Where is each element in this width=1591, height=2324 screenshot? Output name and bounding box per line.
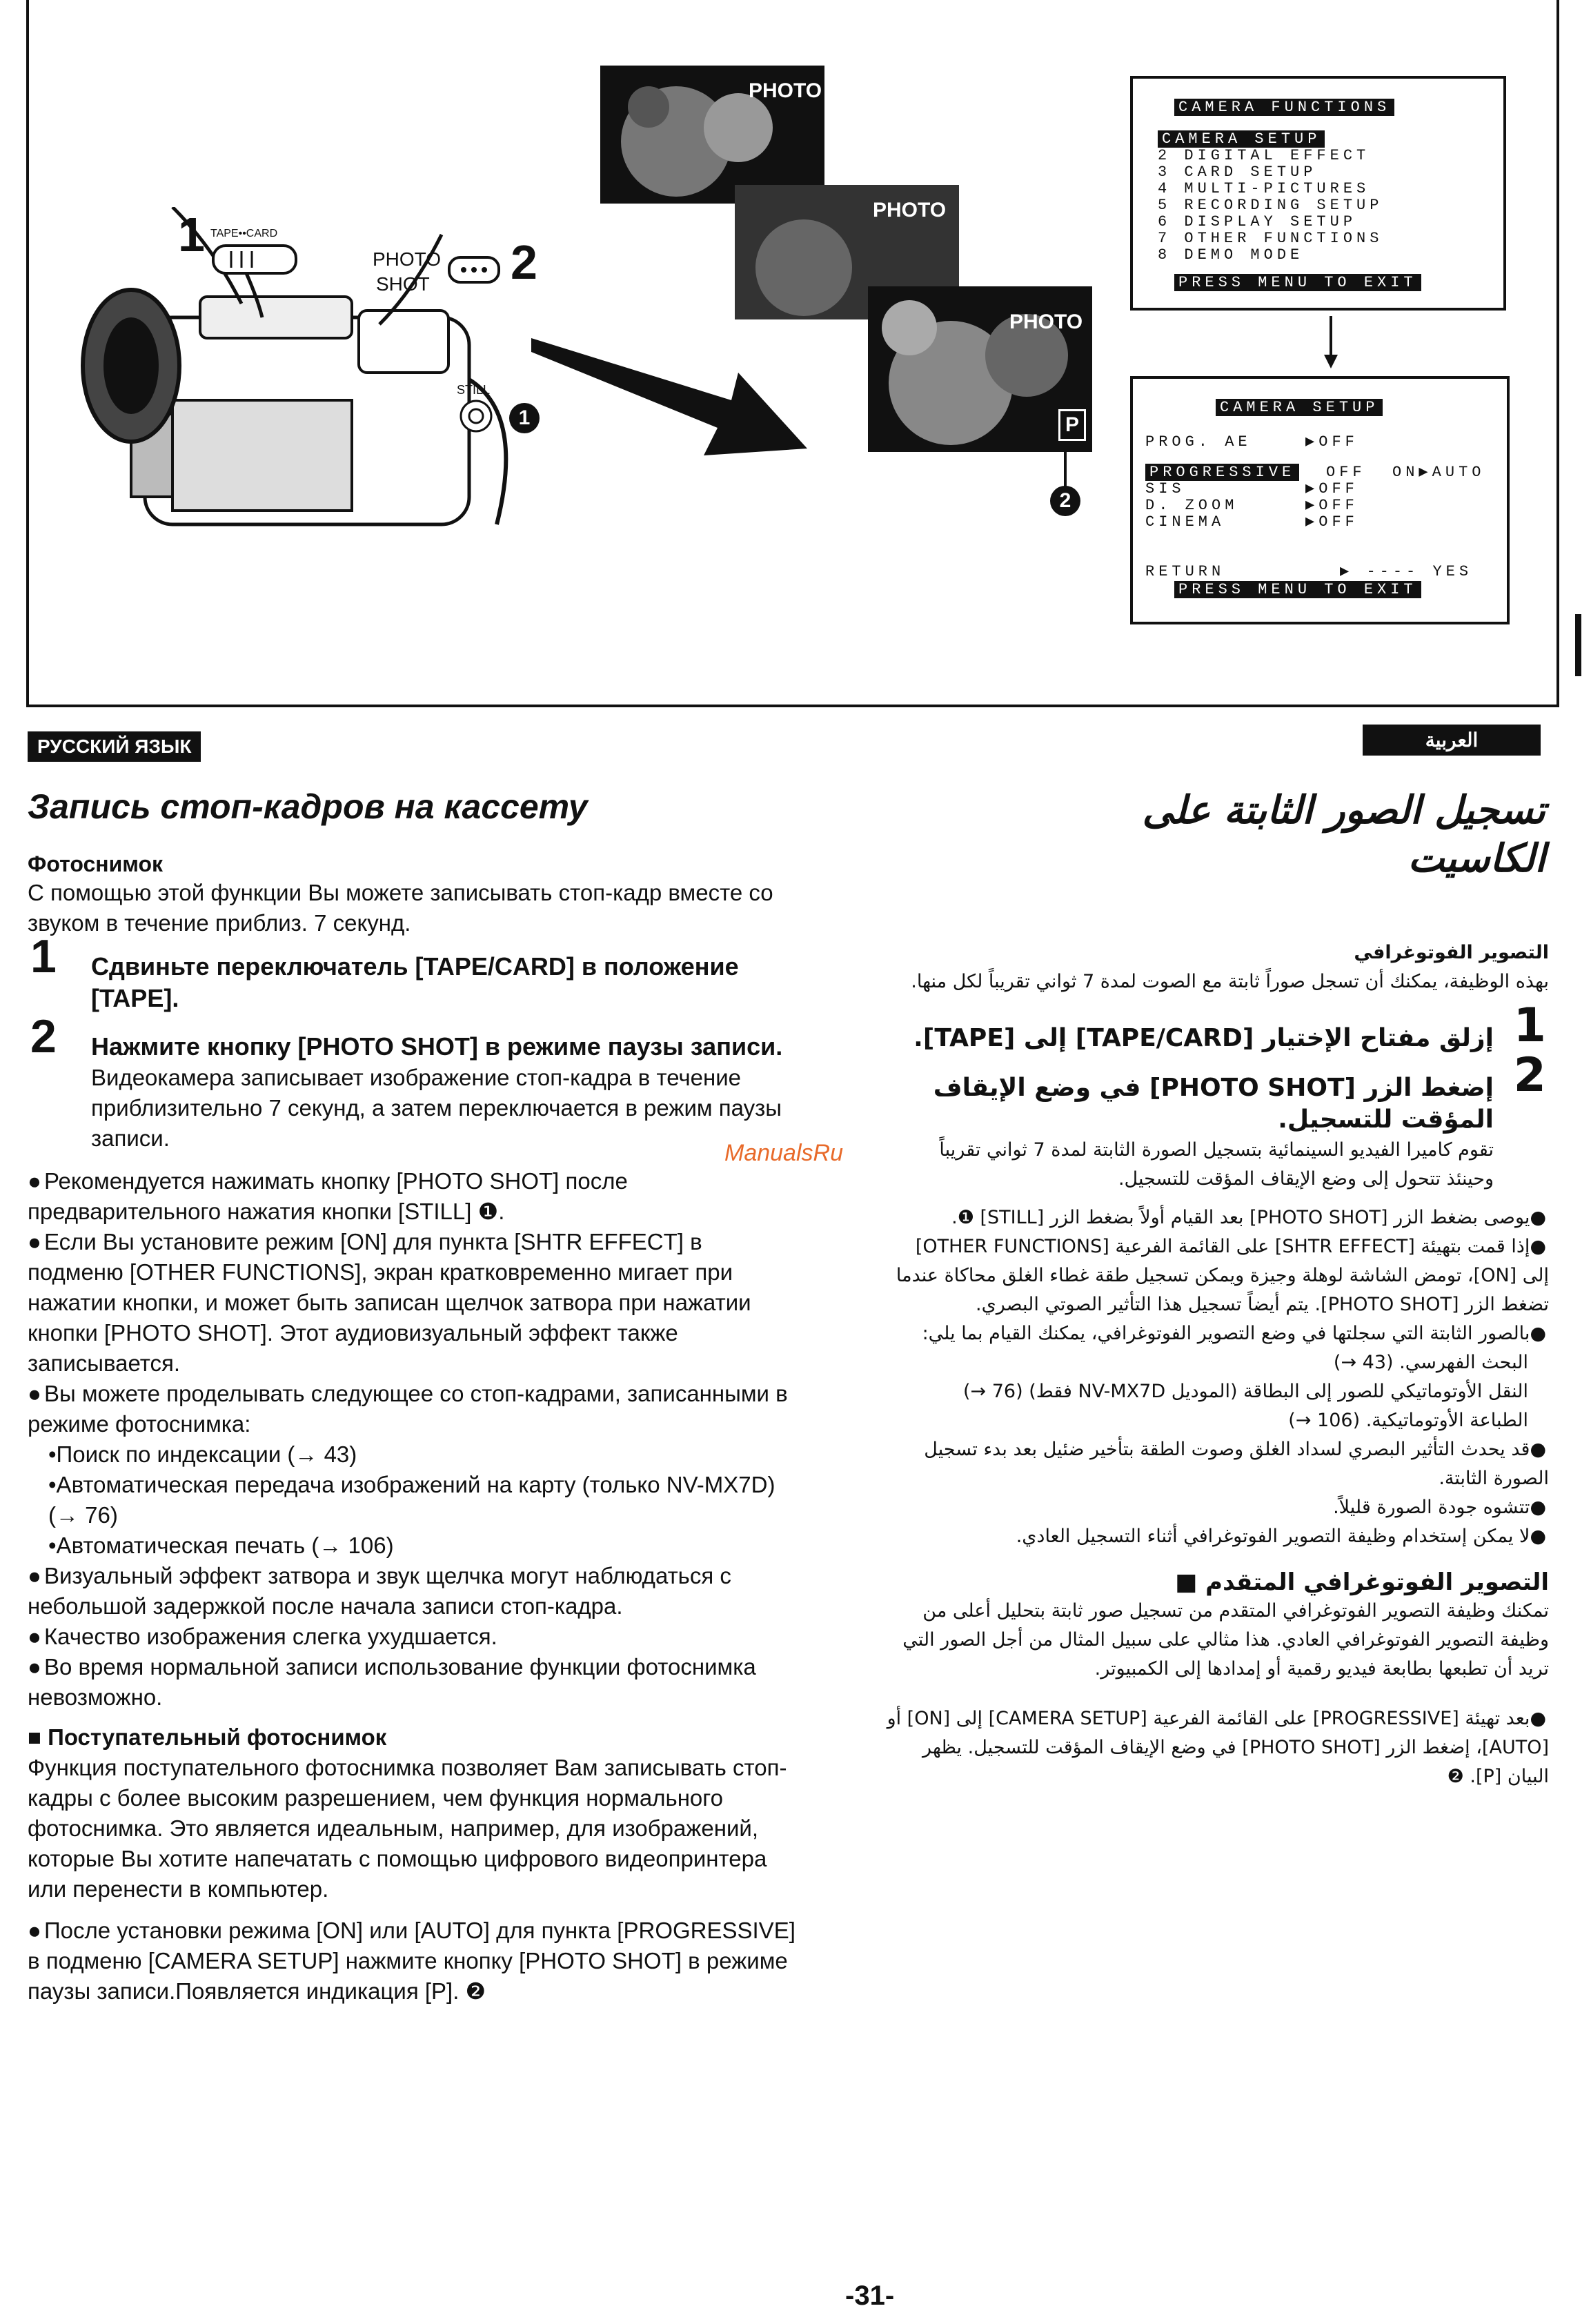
arabic-bullet-1: ● يوصى بضغط الزر [PHOTO SHOT] بعد القيام أولاً بضغط الزر [STILL] ❶.: [887, 1203, 1549, 1232]
russian-language-banner: РУССКИЙ ЯЗЫК: [28, 731, 201, 762]
photo-shot-label-line1: PHOTO: [373, 248, 442, 270]
russian-sub-item-2: •Автоматическая передача изображений на карту (только NV-MX7D) (→ 76): [48, 1472, 775, 1528]
step-1-callout: 1: [178, 208, 205, 262]
arabic-sub-item-1: البحث الفهرسي. (43 →): [1333, 1352, 1528, 1373]
menu2-row-4-value: ▶OFF: [1305, 497, 1358, 514]
arabic-sub-item-2: النقل الأوتوماتيكي للصور إلى البطاقة (الموديل NV-MX7D فقط) (76 →): [962, 1381, 1528, 1402]
photo-label-3: PHOTO: [1009, 311, 1083, 333]
arabic-language-banner: العربية: [1363, 725, 1541, 756]
arabic-title: تسجيل الصور الثابتة على الكاسيت: [1142, 788, 1545, 881]
russian-title: Запись стоп-кадров на кассету: [28, 787, 588, 826]
russian-intro: С помощью этой функции Вы можете записывать стоп-кадр вместе со звуком в течение приблиз. 7 секунд.: [28, 880, 773, 936]
still-label: STILL: [457, 383, 491, 397]
russian-bullet-4: ● Визуальный эффект затвора и звук щелчка могут наблюдаться с небольшой задержкой после начала записи стоп-кадра.: [28, 1561, 800, 1622]
marker-2-icon: 2: [1050, 486, 1080, 516]
arabic-progressive-heading: التصوير الفوتوغرافي المتقدم ■: [1175, 1568, 1549, 1596]
russian-column: [28, 850, 800, 2007]
menu1-item-1[interactable]: CAMERA SETUP: [1158, 130, 1325, 148]
russian-step1-number: 1: [30, 930, 57, 983]
russian-bullet-3: ● Вы можете проделывать следующее со стоп-кадрами, записанными в режиме фотоснимка:: [28, 1379, 800, 1439]
menu2-title: CAMERA SETUP: [1216, 399, 1383, 416]
menu1-item-5[interactable]: 5 RECORDING SETUP: [1158, 197, 1383, 214]
arabic-progressive-body: تمكنك وظيفة التصوير الفوتوغرافي المتقدم من تسجيل صور ثابتة بتحليل أعلى من وظيفة التصوير الفوتوغرافي العادي. هذا مثالي على سبيل المثال من أجل الصور التي تريد أن تطبعها بطابعة فيديو رقمية أو إمدادها إلى الكمبيوتر.: [902, 1600, 1549, 1680]
russian-step2-body: Видеокамера записывает изображение стоп-кадра в течение приблизительно 7 секунд, а затем переключается в режим паузы записи.: [91, 1065, 782, 1151]
camera-functions-menu: [1130, 76, 1506, 311]
photo-frame-3: [868, 286, 1092, 452]
still-button-icon: [457, 397, 498, 438]
arabic-bullet-5: ● تتشوه جودة الصورة قليلاً.: [887, 1493, 1549, 1522]
arrow-icon: [531, 317, 821, 469]
menu2-return-label[interactable]: RETURN: [1145, 563, 1225, 580]
menu1-item-3[interactable]: 3 CARD SETUP: [1158, 164, 1317, 181]
tape-card-switch-icon: [210, 243, 307, 277]
photo-shot-button-icon: [447, 255, 502, 286]
arabic-bullet-2: ● إذا قمت بتهيئة [SHTR EFFECT] على القائمة الفرعية [OTHER FUNCTIONS] إلى [ON]، تومض الشاشة لوهلة وجيزة ويمكن تسجيل طقة غطاء الغلق محاكاة عندما تضغط الزر [PHOTO SHOT]. يتم أيضاً تسجيل هذا التأثير الصوتي البصري.: [887, 1232, 1549, 1319]
russian-sub-item-3: •Автоматическая печать (→ 106): [48, 1533, 394, 1558]
russian-bullet-6: ● Во время нормальной записи использование функции фотоснимка невозможно.: [28, 1652, 800, 1713]
step-2-callout: 2: [511, 235, 537, 289]
russian-bullet-1: ● Рекомендуется нажимать кнопку [PHOTO SHOT] после предварительного нажатия кнопки [STILL] ❶.: [28, 1166, 800, 1227]
arabic-column: [887, 938, 1549, 1791]
russian-progressive-bullet: ● После установки режима [ON] или [AUTO] для пункта [PROGRESSIVE] в подменю [CAMERA SETUP] нажмите кнопку [PHOTO SHOT] в режиме паузы записи.Появляется индикация [P]. ❷: [28, 1916, 800, 2007]
page-number: -31-: [845, 2281, 895, 2311]
photo-label-2: PHOTO: [873, 199, 947, 221]
tape-card-switch-label: TAPE••CARD: [210, 228, 278, 239]
arabic-step2-body: تقوم كاميرا الفيديو السينمائية بتسجيل الصورة الثابتة لمدة 7 ثواني تقريباً وحينئذ تتحول إلى وضع الإيقاف المؤقت للتسجيل.: [939, 1139, 1494, 1190]
menu1-title: CAMERA FUNCTIONS: [1174, 99, 1394, 116]
photo-shot-label-line2: SHOT: [376, 273, 430, 295]
menu2-row-3-label[interactable]: SIS: [1145, 480, 1185, 498]
arabic-sub-item-3: الطباعة الأوتوماتيكية. (106 →): [1288, 1410, 1528, 1431]
menu2-row-5-value: ▶OFF: [1305, 513, 1358, 531]
russian-step2-number: 2: [30, 1010, 57, 1063]
menu2-row-2-value: OFF ON▶AUTO: [1326, 464, 1485, 481]
russian-progressive-heading: ■ Поступательный фотоснимок: [28, 1724, 387, 1750]
marker-2-leader: [1063, 445, 1069, 486]
arabic-bullet-6: ● لا يمكن إستخدام وظيفة التصوير الفوتوغرافي أثناء التسجيل العادي.: [887, 1522, 1549, 1551]
menu1-item-8[interactable]: 8 DEMO MODE: [1158, 246, 1304, 264]
menu2-return-value: ▶ ---- YES: [1340, 563, 1473, 580]
progressive-p-icon: P: [1058, 409, 1086, 441]
arabic-step2-text: إضغط الزر [PHOTO SHOT] في وضع الإيقاف المؤقت للتسجيل.: [933, 1074, 1494, 1134]
photo-label-1: PHOTO: [749, 79, 822, 102]
arabic-step1-text: إزلق مفتاح الإختيار [TAPE/CARD] إلى [TAPE].: [913, 1024, 1494, 1052]
camera-setup-menu: [1130, 376, 1510, 624]
menu2-footer: PRESS MENU TO EXIT: [1174, 581, 1421, 598]
menu1-item-6[interactable]: 6 DISPLAY SETUP: [1158, 213, 1357, 230]
russian-step2-text: Нажмите кнопку [PHOTO SHOT] в режиме паузы записи.: [91, 1032, 783, 1061]
menu1-item-2[interactable]: 2 DIGITAL EFFECT: [1158, 147, 1370, 164]
watermark-text: ManualsRu: [724, 1140, 843, 1166]
menu2-row-2-label[interactable]: PROGRESSIVE: [1145, 464, 1299, 481]
arabic-subhead: التصوير الفوتوغرافي: [1354, 942, 1549, 963]
russian-bullet-5: ● Качество изображения слегка ухудшается.: [28, 1622, 800, 1652]
marker-1-icon: 1: [509, 403, 540, 433]
russian-bullet-2: ● Если Вы установите режим [ON] для пункта [SHTR EFFECT] в подменю [OTHER FUNCTIONS], экран кратковременно мигает при нажатии кнопки, и может быть записан щелчок затвора при нажатии кнопки [PHOTO SHOT]. Этот аудиовизуальный эффект также записывается.: [28, 1227, 800, 1379]
menu2-row-5-label[interactable]: CINEMA: [1145, 513, 1225, 531]
russian-step1-text: Сдвиньте переключатель [TAPE/CARD] в положение [TAPE].: [91, 952, 739, 1012]
menu1-item-4[interactable]: 4 MULTI-PICTURES: [1158, 180, 1370, 197]
russian-progressive-body: Функция поступательного фотоснимка позволяет Вам записывать стоп-кадры с более высоким разрешением, чем функция нормального фотоснимка. Это является идеальным, например, для изображений, которые Вы хотите напечатать с помощью цифрового видеопринтера или перенести в компьютер.: [28, 1755, 787, 1902]
arabic-intro: بهذه الوظيفة، يمكنك أن تسجل صوراً ثابتة مع الصوت لمدة 7 ثواني تقريباً لكل منها.: [911, 971, 1549, 992]
arabic-step2-number: 2: [1513, 1048, 1546, 1103]
russian-sub-item-1: •Поиск по индексации (→ 43): [48, 1441, 357, 1467]
menu2-row-3-value: ▶OFF: [1305, 480, 1358, 498]
menu2-row-1-label[interactable]: PROG. AE: [1145, 433, 1252, 451]
photo-frame-1: [600, 66, 824, 204]
menu2-row-4-label[interactable]: D. ZOOM: [1145, 497, 1238, 514]
menu1-footer: PRESS MENU TO EXIT: [1174, 274, 1421, 291]
menu2-row-1-value: ▶OFF: [1305, 433, 1358, 451]
arabic-progressive-bullet: ● بعد تهيئة [PROGRESSIVE] على القائمة الفرعية [CAMERA SETUP] إلى [ON] أو [AUTO]، إضغط الزر [PHOTO SHOT] في وضع الإيقاف المؤقت للتسجيل. يظهر البيان [P]. ❷: [887, 1704, 1549, 1791]
arabic-step1-number: 1: [1513, 998, 1546, 1053]
arabic-bullet-3: ● بالصور الثابتة التي سجلتها في وضع التصوير الفوتوغرافي، يمكنك القيام بما يلي:: [887, 1319, 1549, 1348]
edge-tab-mark: [1575, 614, 1581, 676]
russian-subhead: Фотоснимок: [28, 851, 164, 876]
menu1-item-7[interactable]: 7 OTHER FUNCTIONS: [1158, 230, 1383, 247]
menu-down-arrow-icon: [1321, 316, 1342, 371]
arabic-bullet-4: ● قد يحدث التأثير البصري لسداد الغلق وصوت الطقة بتأخير ضئيل بعد بدء تسجيل الصورة الثابتة.: [887, 1435, 1549, 1493]
